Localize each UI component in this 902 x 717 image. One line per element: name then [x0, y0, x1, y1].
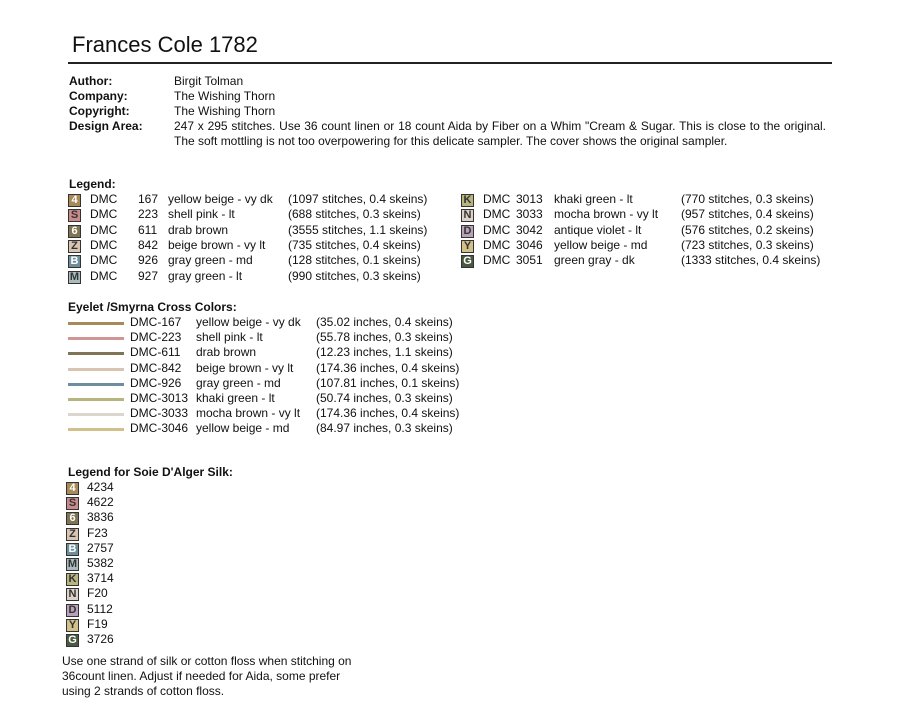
color-line-swatch — [68, 352, 124, 355]
floss-number: 927 — [138, 268, 159, 283]
floss-name: yellow beige - vy dk — [168, 192, 273, 206]
floss-brand: DMC — [90, 207, 118, 222]
silk-code: 5382 — [87, 556, 114, 570]
floss-brand: DMC — [483, 207, 511, 222]
floss-name: green gray - dk — [554, 253, 635, 268]
floss-number: 3042 — [516, 222, 543, 237]
floss-brand: DMC — [483, 222, 511, 237]
symbol-swatch: 4 — [68, 194, 81, 207]
eyelet-amount: (174.36 inches, 0.4 skeins) — [316, 360, 460, 375]
eyelet-name: yellow beige - vy dk — [196, 315, 301, 329]
silk-code: 4622 — [87, 495, 114, 510]
floss-number: 3033 — [516, 207, 543, 222]
floss-amount: (1333 stitches, 0.4 skeins) — [681, 253, 821, 268]
eyelet-heading: Eyelet /Smyrna Cross Colors: — [68, 300, 237, 314]
symbol-swatch: B — [68, 255, 81, 268]
eyelet-amount: (55.78 inches, 0.3 skeins) — [316, 330, 453, 345]
floss-amount: (990 stitches, 0.3 skeins) — [288, 268, 421, 283]
silk-code: 4234 — [87, 480, 114, 494]
note-line: Use one strand of silk or cotton floss when stitching on — [62, 654, 352, 668]
symbol-swatch: G — [66, 634, 79, 647]
color-line-swatch — [68, 383, 124, 386]
symbol-swatch: S — [68, 209, 81, 222]
silk-code: 3714 — [87, 571, 114, 586]
silk-code: 2757 — [87, 540, 114, 555]
eyelet-amount: (12.23 inches, 1.1 skeins) — [316, 345, 453, 360]
floss-brand: DMC — [483, 253, 511, 268]
floss-name: shell pink - lt — [168, 207, 235, 222]
floss-number: 3013 — [516, 192, 543, 206]
info-value: The Wishing Thorn — [174, 104, 276, 118]
symbol-swatch: Y — [461, 240, 474, 253]
symbol-swatch: 4 — [66, 482, 79, 495]
eyelet-name: yellow beige - md — [196, 421, 290, 436]
symbol-swatch: N — [66, 588, 79, 601]
floss-number: 3046 — [516, 237, 543, 252]
symbol-swatch: S — [66, 497, 79, 510]
eyelet-amount: (174.36 inches, 0.4 skeins) — [316, 406, 460, 421]
floss-amount: (576 stitches, 0.2 skeins) — [681, 222, 814, 237]
symbol-swatch: N — [461, 209, 474, 222]
floss-number: 3051 — [516, 253, 543, 268]
symbol-swatch: 6 — [68, 225, 81, 238]
floss-amount: (735 stitches, 0.4 skeins) — [288, 237, 421, 252]
floss-name: drab brown — [168, 222, 229, 237]
symbol-swatch: Z — [66, 528, 79, 541]
floss-name: antique violet - lt — [554, 222, 642, 237]
info-value: 247 x 295 stitches. Use 36 count linen or 18 count Aida by Fiber on a Whim "Cream & Sugar. This is close to the original. The soft mottling is not too overpowering for this delicate sampler. The cover shows the original sampler. — [174, 119, 826, 148]
symbol-swatch: D — [66, 604, 79, 617]
eyelet-name: drab brown — [196, 345, 257, 360]
floss-name: yellow beige - md — [554, 237, 648, 252]
info-value: The Wishing Thorn — [174, 89, 276, 103]
floss-number: 842 — [138, 237, 159, 252]
silk-code: 3836 — [87, 510, 114, 525]
floss-name: mocha brown - vy lt — [554, 207, 659, 222]
floss-brand: DMC — [90, 222, 118, 237]
silk-code: 3726 — [87, 632, 114, 646]
eyelet-code: DMC-3046 — [130, 421, 189, 436]
eyelet-amount: (107.81 inches, 0.1 skeins) — [316, 375, 460, 390]
floss-amount: (1097 stitches, 0.4 skeins) — [288, 192, 428, 206]
floss-brand: DMC — [483, 192, 511, 206]
floss-brand: DMC — [90, 192, 118, 206]
symbol-swatch: M — [67, 558, 78, 570]
symbol-swatch: Z — [68, 240, 81, 253]
symbol-swatch: K — [461, 194, 474, 207]
symbol-swatch: B — [66, 543, 79, 556]
floss-name: beige brown - vy lt — [168, 237, 266, 252]
info-label: Design Area: — [69, 119, 143, 133]
eyelet-code: DMC-3033 — [130, 406, 189, 421]
color-line-swatch — [68, 337, 124, 340]
floss-brand: DMC — [90, 253, 118, 268]
info-label: Copyright: — [69, 104, 130, 118]
legend-heading: Legend: — [69, 177, 116, 191]
info-value: Birgit Tolman — [174, 74, 244, 88]
silk-code: 5112 — [87, 601, 113, 616]
eyelet-code: DMC-167 — [130, 315, 182, 329]
color-line-swatch — [68, 413, 124, 416]
eyelet-code: DMC-842 — [130, 360, 182, 375]
floss-amount: (128 stitches, 0.1 skeins) — [288, 253, 421, 268]
info-label: Company: — [69, 89, 128, 103]
eyelet-amount: (84.97 inches, 0.3 skeins) — [316, 421, 453, 436]
eyelet-name: khaki green - lt — [196, 391, 275, 405]
color-line-swatch — [68, 322, 124, 325]
floss-brand: DMC — [90, 237, 118, 252]
floss-brand: DMC — [90, 268, 118, 283]
color-line-swatch — [68, 368, 124, 371]
silk-heading: Legend for Soie D'Alger Silk: — [68, 465, 233, 479]
note-line: using 2 strands of cotton floss. — [62, 684, 225, 698]
eyelet-amount: (35.02 inches, 0.4 skeins) — [316, 315, 453, 329]
eyelet-code: DMC-611 — [130, 345, 181, 360]
symbol-swatch: D — [461, 225, 474, 238]
floss-number: 223 — [138, 207, 159, 222]
floss-name: gray green - lt — [168, 268, 243, 283]
floss-amount: (688 stitches, 0.3 skeins) — [288, 207, 421, 222]
silk-code: F23 — [87, 525, 108, 540]
eyelet-name: gray green - md — [196, 375, 281, 390]
floss-name: khaki green - lt — [554, 192, 633, 206]
info-label: Author: — [69, 74, 113, 88]
title-divider — [68, 62, 832, 64]
floss-number: 611 — [138, 222, 158, 237]
color-line-swatch — [68, 428, 124, 431]
eyelet-amount: (50.74 inches, 0.3 skeins) — [316, 391, 453, 405]
symbol-swatch: K — [66, 573, 79, 586]
color-line-swatch — [68, 398, 124, 401]
symbol-swatch: 6 — [66, 512, 79, 525]
page-title: Frances Cole 1782 — [72, 32, 258, 57]
note-line: 36count linen. Adjust if needed for Aida, some prefer — [62, 669, 341, 683]
floss-amount: (3555 stitches, 1.1 skeins) — [288, 222, 428, 237]
eyelet-name: mocha brown - vy lt — [196, 406, 301, 421]
silk-code: F20 — [87, 586, 108, 601]
floss-brand: DMC — [483, 237, 511, 252]
floss-amount: (770 stitches, 0.3 skeins) — [681, 192, 814, 206]
eyelet-name: beige brown - vy lt — [196, 360, 294, 375]
floss-name: gray green - md — [168, 253, 253, 268]
floss-amount: (957 stitches, 0.4 skeins) — [681, 207, 814, 222]
eyelet-code: DMC-3013 — [130, 391, 189, 405]
eyelet-code: DMC-223 — [130, 330, 182, 345]
eyelet-name: shell pink - lt — [196, 330, 263, 345]
eyelet-code: DMC-926 — [130, 375, 182, 390]
symbol-swatch: G — [461, 255, 474, 268]
symbol-swatch: Y — [66, 619, 79, 632]
floss-amount: (723 stitches, 0.3 skeins) — [681, 237, 814, 252]
floss-number: 926 — [138, 253, 159, 268]
symbol-swatch: M — [69, 270, 80, 283]
floss-number: 167 — [138, 192, 159, 206]
silk-code: F19 — [87, 616, 108, 631]
